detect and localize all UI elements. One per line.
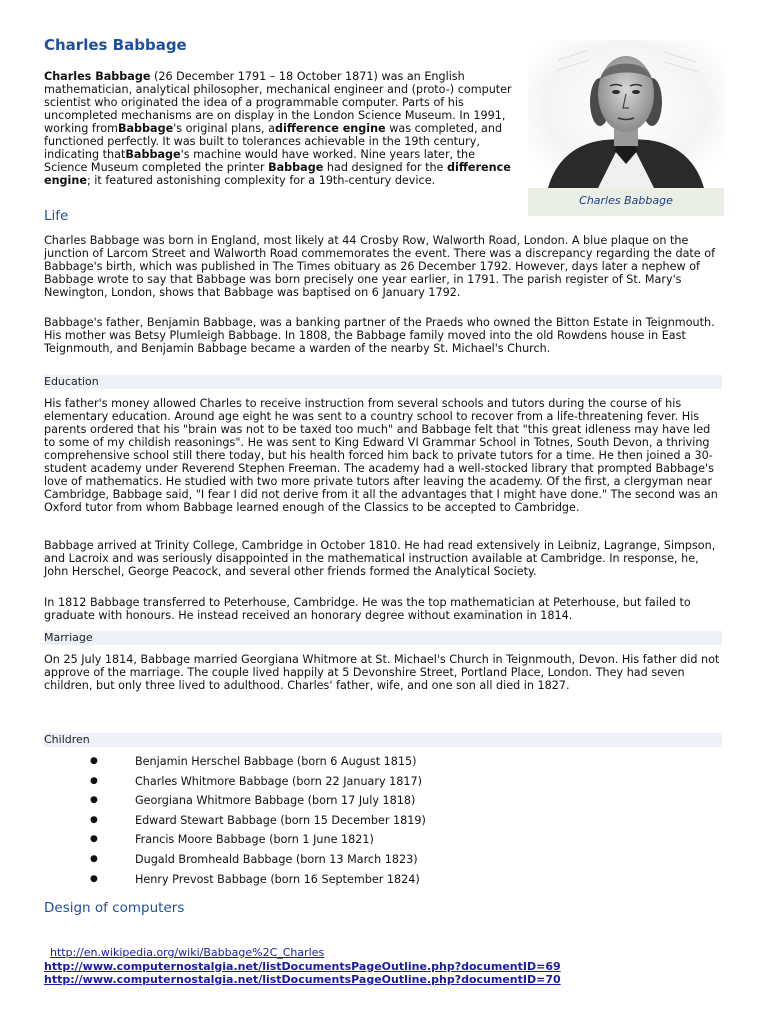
subheading-children: Children (44, 733, 722, 747)
portrait-engraving (528, 40, 724, 188)
education-paragraph-1: His father's money allowed Charles to receive instruction from several schools and tutors during the course of his elementary education. Around age eight he was sent to a country school to recover from a life-threatening fever. His parents ordered that his "brain was not to be taxed too much" and Babbage felt that "this great idleness may have led to some of my childish reasonings". He was sent to King Edward VI Grammar School in Totnes, South Devon, a thriving comprehensive school still there today, but his health forced him back to private tutors for a time. He then joined a 30-student academy under Reverend Stephen Freeman. The academy had a well-stocked library that prompted Babbage's love of mathematics. He studied with two more private tutors after leaving the academy. Of the first, a clergyman near Cambridge, Babbage said, "I fear I did not derive from it all the advantages that I might have done." The second was an Oxford tutor from whom Babbage learned enough of the Classics to be accepted to Cambridge. (44, 397, 718, 514)
page-title: Charles Babbage (44, 36, 187, 54)
intro-paragraph (44, 70, 520, 187)
life-paragraph-2: Babbage's father, Benjamin Babbage, was a banking partner of the Praeds who owned the Bitton Estate in Teignmouth. His mother was Betsy Plumleigh Babbage. In 1808, the Babbage family moved into the old Rowdens house in East Teignmouth, and Benjamin Babbage became a warden of the nearby St. Michael's Church. (44, 316, 715, 355)
portrait-infobox (528, 40, 724, 216)
intro-text-5: had designed for the (323, 161, 447, 174)
intro-bold-4: Babbage (268, 161, 324, 174)
bullet-icon: ● (90, 814, 98, 825)
intro-bold-2: difference engine (275, 122, 386, 135)
intro-bold-1: Babbage (117, 122, 174, 135)
reference-link-computernostalgia-70[interactable]: http://www.computernostalgia.net/listDocumentsPageOutline.php?documentID=70 (44, 973, 561, 986)
reference-links (44, 946, 561, 987)
intro-text-1: (26 December 1791 – 18 October 1871) was an English mathematician, analytical philosopher, mechanical engineer and (proto-) computer scientist who originated the idea of a programmable computer. Parts of his uncompleted mechanisms are on display in the London Science Museum. In 1991, working from (44, 70, 512, 135)
subheading-education: Education (44, 375, 722, 389)
bullet-icon: ● (90, 834, 98, 845)
section-heading-design: Design of computers (44, 900, 185, 916)
portrait-image (528, 40, 724, 188)
subheading-marriage: Marriage (44, 631, 722, 645)
section-heading-life: Life (44, 208, 69, 224)
education-paragraph-2: Babbage arrived at Trinity College, Cambridge in October 1810. He had read extensively in Leibniz, Lagrange, Simpson, and Lacroix and was seriously disappointed in the mathematical instruction available at Cambridge. In response, he, John Herschel, George Peacock, and several other friends formed the Analytical Society. (44, 539, 716, 578)
bullet-icon: ● (90, 853, 98, 864)
intro-bold-3: Babbage (125, 148, 181, 161)
reference-link-computernostalgia-69[interactable]: http://www.computernostalgia.net/listDocumentsPageOutline.php?documentID=69 (44, 959, 561, 973)
bullet-icon: ● (90, 795, 98, 806)
intro-bold-5: difference engine (44, 161, 511, 187)
intro-text-3: was completed, and functioned perfectly. It was built to tolerances achievable in the 19th century, indicating that (44, 122, 503, 161)
life-paragraph-1: Charles Babbage was born in England, most likely at 44 Crosby Row, Walworth Road, London. A blue plaque on the junction of Larcom Street and Walworth Road commemorates the event. There was a discrepancy regarding the date of Babbage's birth, which was published in The Times obituary as 26 December 1792. However, days later a nephew of Babbage wrote to say that Babbage was born precisely one year earlier, in 1791. The parish register of St. Mary's Newington, London, shows that Babbage was baptised on 6 January 1792. (44, 234, 716, 299)
reference-link-wikipedia[interactable]: http://en.wikipedia.org/wiki/Babbage%2C_Charles (50, 946, 325, 959)
bullet-icon: ● (90, 873, 98, 884)
bullet-icon: ● (90, 775, 98, 786)
intro-text-6: ; it featured astonishing complexity for a 19th-century device. (86, 174, 436, 187)
document-page: Charles Babbage Charles Babbage Charles Babbage (26 December 1791 – 18 October 1871) was an English mathematician, analytical philosopher, mechanical engineer and (proto-) computer scientist who originated the idea of a programmable computer. Parts of his uncompleted mechanisms are on display in the London Science Museum. In 1991, working fromBabbage's original plans, adifference engine was completed, and functioned perfectly. It was built to tolerances achievable in the 19th century, indicating thatBabbage's machine would have worked. Nine years later, the Science Museum completed the printer Babbage had designed for the difference engine; it featured astonishing complexity for a 19th-century device. Life Charles Babbage was born in England, most likely at 44 Crosby Row, Walworth Road, London. A blue plaque on the junction of Larcom Street and Walworth Road commemorates the event. There was a discrepancy regarding the date of Babbage's birth, which was published in The Times obituary as 26 December 1792. However, days later a nephew of Babbage wrote to say that Babbage was born precisely one year earlier, in 1791. The parish register of St. Mary's Newington, London, shows that Babbage was baptised on 6 January 1792. Babbage's father, Benjamin Babbage, was a banking partner of the Praeds who owned the Bitton Estate in Teignmouth. His mother was Betsy Plumleigh Babbage. In 1808, the Babbage family moved into the old Rowdens house in East Teignmouth, and Benjamin Babbage became a warden of the nearby St. Michael's Church. Education His father's money allowed Charles to receive instruction from several schools and tutors during the course of his elementary education. Around age eight he was sent to a country school to recover from a life-threatening fever. His parents ordered that his "brain was not to be taxed too much" and Babbage felt that "this great idleness may have led to some of my childish reasonings". He was sent to King Edward VI Grammar School in Totnes, South Devon, a thriving comprehensive school still there today, but his health forced him back to private tutors for a time. He then joined a 30-student academy under Reverend Stephen Freeman. The academy had a well-stocked library that prompted Babbage's love of mathematics. He studied with two more private tutors after leaving the academy. Of the first, a clergyman near Cambridge, Babbage said, "I fear I did not derive from it all the advantages that I might have done." The second was an Oxford tutor from whom Babbage learned enough of the Classics to be accepted to Cambridge. Babbage arrived at Trinity College, Cambridge in October 1810. He had read extensively in Leibniz, Lagrange, Simpson, and Lacroix and was seriously disappointed in the mathematical instruction available at Cambridge. In response, he, John Herschel, George Peacock, and several other friends formed the Analytical Society. In 1812 Babbage transferred to Peterhouse, Cambridge. He was the top mathematician at Peterhouse, but failed to graduate with honours. He instead received an honorary degree without examination in 1814. Marriage On 25 July 1814, Babbage married Georgiana Whitmore at St. Michael's Church in Teignmouth, Devon. His father did not approve of the marriage. The couple lived happily at 5 Devonshire Street, Portland Place, London. They had seven children, but only three lived to adulthood. Charles' father, wife, and one son all died in 1827. Children ● Benjamin Herschel Babbage (born 6 August 1815) ● Charles Whitmore Babbage (born 22 January 1817) ● Georgiana Whitmore Babbage (born 17 July 1818) ● Edward Stewart Babbage (born 15 December 1819) ● Francis Moore Babbage (born 1 June 1821) ● Dugald Bromheald Babbage (born 13 March 1823) ● Henry Prevost Babbage (born 16 September 1824) Design of computers http://en.wikipedia.org/wiki/Babbage%2C_Charles http://www.computernostalgia.net/listDocumentsPageOutline.php?documentID=69 http://www.computernostalgia.net/listDocumentsPageOutline.php?documentID=70 (0, 0, 768, 1024)
education-paragraph-3: In 1812 Babbage transferred to Peterhouse, Cambridge. He was the top mathematician at Peterhouse, but failed to graduate with honours. He instead received an honorary degree without examination in 1814. (44, 596, 691, 622)
portrait-caption: Charles Babbage (528, 188, 724, 216)
marriage-paragraph: On 25 July 1814, Babbage married Georgiana Whitmore at St. Michael's Church in Teignmouth, Devon. His father did not approve of the marriage. The couple lived happily at 5 Devonshire Street, Portland Place, London. They had seven children, but only three lived to adulthood. Charles' father, wife, and one son all died in 1827. (44, 653, 720, 692)
intro-text-4: 's machine would have worked. Nine years later, the Science Museum completed the printer (44, 148, 476, 174)
bullet-icon: ● (90, 756, 98, 766)
intro-name: Charles Babbage (44, 70, 151, 83)
intro-text-2: 's original plans, a (173, 122, 276, 135)
